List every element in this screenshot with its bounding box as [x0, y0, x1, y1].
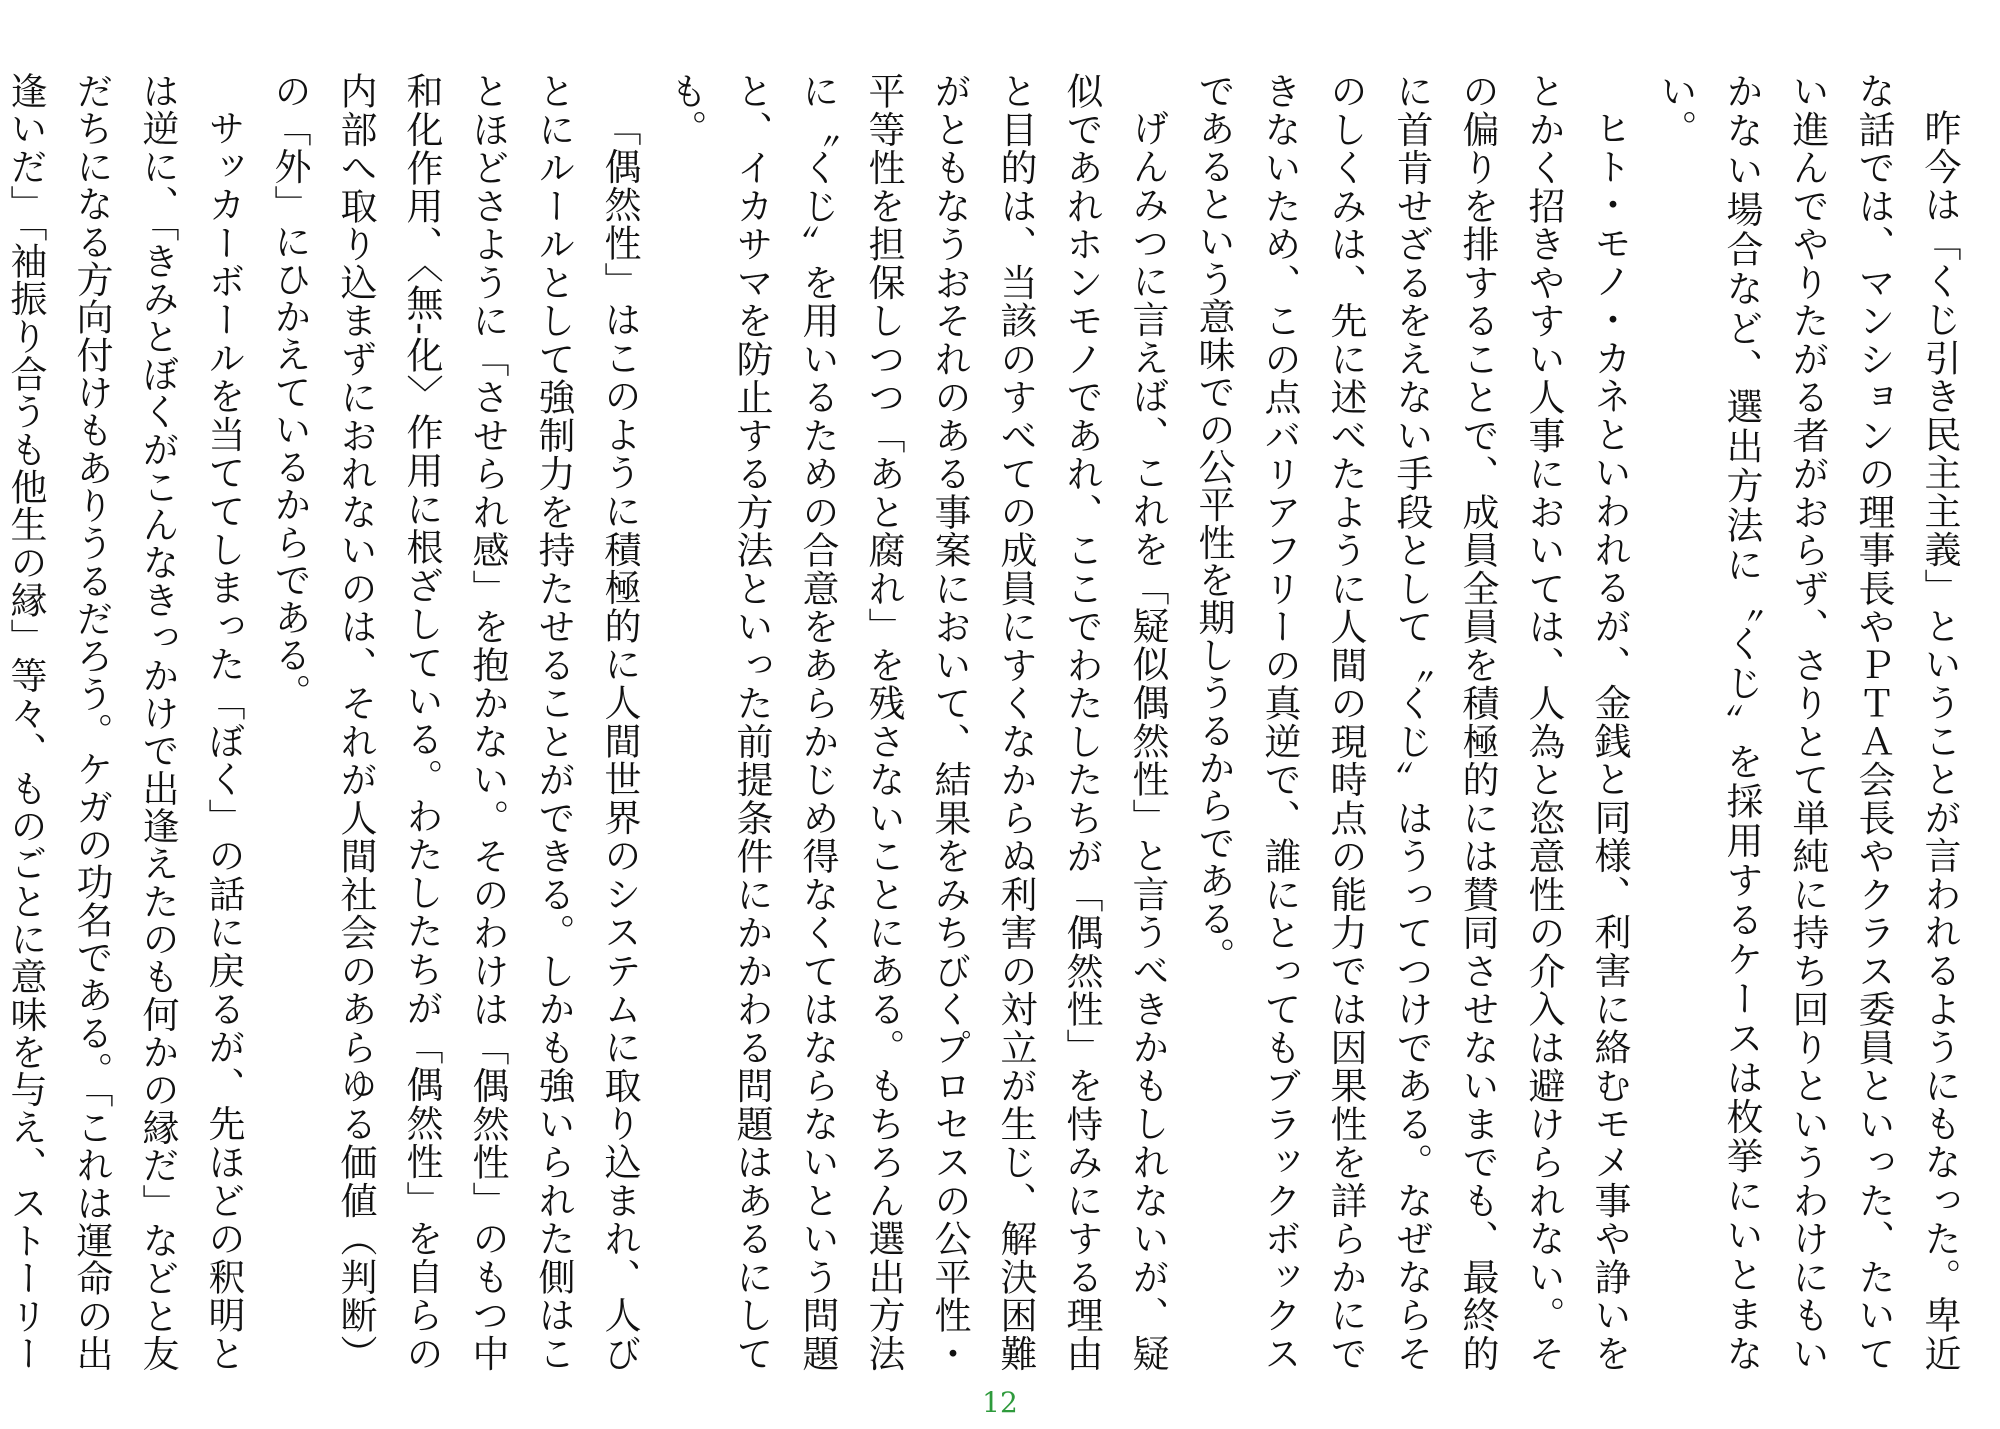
paragraph-2: ヒト・モノ・カネといわれるが、金銭と同様、利害に絡むモメ事や諍いをとかく招きやすい人事においては、人為と恣意性の介入は避けられない。その偏りを排することで、成員全員を積極的には賛同させないまでも、最終的に首肯せざるをえない手段として〝くじ〟はうってつけである。なぜならそのしくみは、先に述べたように人間の現時点の能力では因果性を詳らかにできないため、この点バリアフリーの真逆で、誰にとってもブラックボックスであるという意味での公平性を期しうるからである。 [1192, 72, 1631, 1372]
paragraph-4: 「偶然性」はこのように積極的に人間世界のシステムに取り込まれ、人びとにルールとして強制力を持たせることができる。しかも強いられた側はことほどさように「させられ感」を抱かない。そのわけは「偶然性」のもつ中和化作用、〈無-化〉作用に根ざしている。わたしたちが「偶然性」を自らの内部へ取り込まずにおれないのは、それが人間社会のあらゆる価値（判断）の「外」にひかえているからである。 [268, 72, 641, 1372]
page-number: 12 [982, 1386, 1018, 1419]
vertical-text-body [4, 72, 1972, 1372]
paragraph-1: 昨今は「くじ引き民主主義」ということが言われるようにもなった。卑近な話では、マンションの理事長やＰＴＡ会長やクラス委員といった、たいてい進んでやりたがる者がおらず、さりとて単純に持ち回りというわけにもいかない場合など、選出方法に〝くじ〟を採用するケースは枚挙にいとまない。 [1654, 72, 1961, 1372]
paragraph-3: げんみつに言えば、これを「疑似偶然性」と言うべきかもしれないが、疑似であれホンモノであれ、ここでわたしたちが「偶然性」を恃みにする理由と目的は、当該のすべての成員にすくなからぬ利害の対立が生じ、解決困難がともなうおそれのある事案において、結果をみちびくプロセスの公平性・平等性を担保しつつ「あと腐れ」を残さないことにある。もちろん選出方法に〝くじ〟を用いるための合意をあらかじめ得なくてはならないという問題と、イカサマを防止する方法といった前提条件にかかわる問題はあるにしても。 [664, 72, 1169, 1372]
paragraph-5: サッカーボールを当ててしまった「ぼく」の話に戻るが、先ほどの釈明とは逆に、「きみとぼくがこんなきっかけで出逢えたのも何かの縁だ」などと友だちになる方向付けもありうるだろう。ケガの功名である。「これは運命の出逢いだ」「袖振り合うも他生の縁」等々、ものごとに意味を与え、ストーリー [4, 72, 245, 1372]
